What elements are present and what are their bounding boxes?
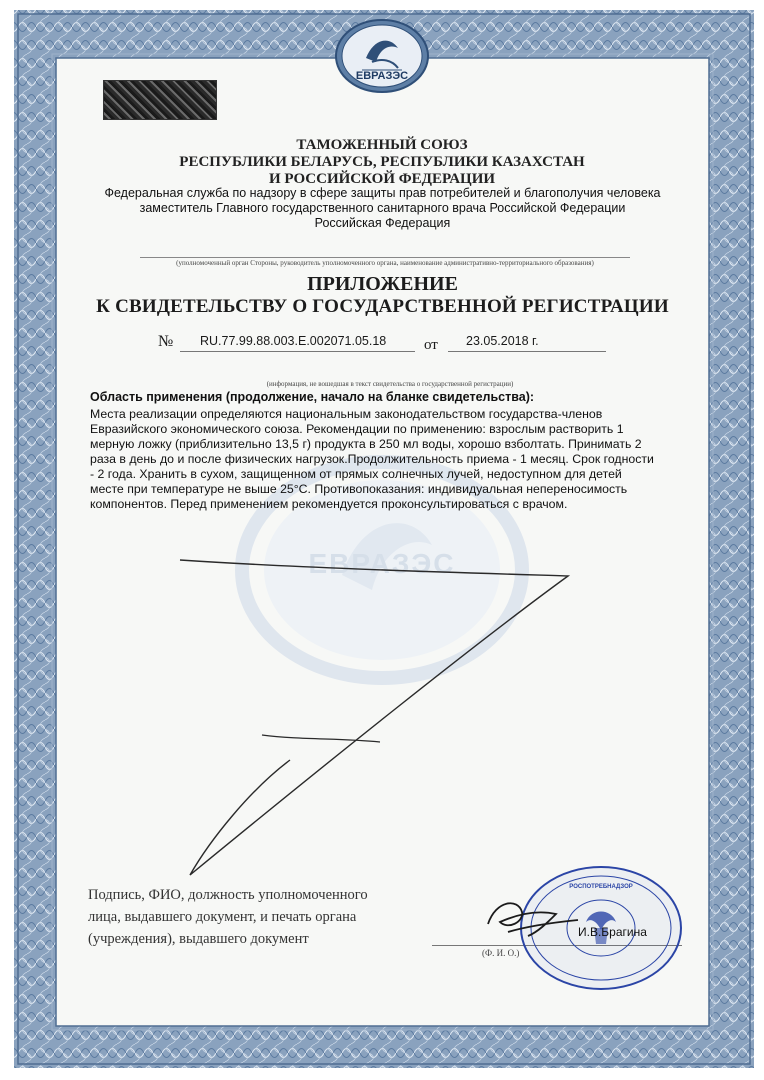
registration-number-label: №: [158, 333, 174, 350]
header-line-1: ТАМОЖЕННЫЙ СОЮЗ: [296, 137, 468, 153]
registration-number: RU.77.99.88.003.E.002071.05.18: [200, 334, 387, 348]
header-line-3: И РОССИЙСКОЙ ФЕДЕРАЦИИ: [268, 171, 496, 187]
watermark-label: ЕВРАЗЭС: [308, 548, 456, 579]
fio-caption: (Ф. И. О.): [482, 948, 520, 958]
content-line: мерную ложку (приблизительно 13,5 г) продукта в 250 мл воды, хорошо взболтать. Принимать 2: [90, 437, 642, 451]
registration-caption: (информация, не вошедшая в текст свидетельства о государственной регистрации): [266, 380, 514, 388]
document-subtitle: К СВИДЕТЕЛЬСТВУ О ГОСУДАРСТВЕННОЙ РЕГИСТРАЦИИ: [96, 296, 669, 317]
authority-line-1: Федеральная служба по надзору в сфере защиты прав потребителей и благополучия человека: [104, 186, 661, 200]
header-line-2: РЕСПУБЛИКИ БЕЛАРУСЬ, РЕСПУБЛИКИ КАЗАХСТАН: [179, 154, 585, 170]
content-line: раза в день до и после физических нагрузок.Продолжительность приема - 1 месяц. Срок годности: [90, 452, 654, 466]
signature-caption-3: (учреждения), выдавшего документ: [88, 931, 309, 947]
signature-caption-1: Подпись, ФИО, должность уполномоченного: [88, 887, 368, 903]
emblem-label: ЕВРАЗЭС: [355, 70, 409, 82]
handwritten-signature: [478, 892, 588, 942]
authority-caption: (уполномоченный орган Стороны, руководитель уполномоченного органа, наименование административно-территориального образования): [176, 259, 594, 267]
content-heading: Область применения (продолжение, начало на бланке свидетельства):: [90, 390, 535, 404]
authority-line-3: Российская Федерация: [314, 216, 451, 230]
signer-name: И.В.Брагина: [578, 925, 647, 939]
content-line: компонентов. Перед применением рекомендуется проконсультироваться с врачом.: [90, 497, 568, 511]
document-title: ПРИЛОЖЕНИЕ: [307, 273, 458, 295]
content-line: - 2 года. Хранить в сухом, защищенном от прямых солнечных лучей, недоступном для детей: [90, 467, 622, 481]
content-line: Евразийского экономического союза. Рекомендации по применению: взрослым растворить 1: [90, 422, 624, 436]
registration-date: 23.05.2018 г.: [466, 334, 539, 348]
signature-caption-2: лица, выдавшего документ, и печать органа: [88, 909, 357, 925]
content-line: Места реализации определяются национальным законодательством государства-членов: [90, 407, 603, 421]
stamp-inner-text: РОСПОТРЕБНАДЗОР: [569, 884, 633, 890]
content-line: месте при температуре не выше 25°С. Противопоказания: индивидуальная непереносимость: [90, 482, 628, 496]
authority-line-2: заместитель Главного государственного санитарного врача Российской Федерации: [139, 201, 626, 215]
registration-date-label: от: [424, 337, 438, 353]
